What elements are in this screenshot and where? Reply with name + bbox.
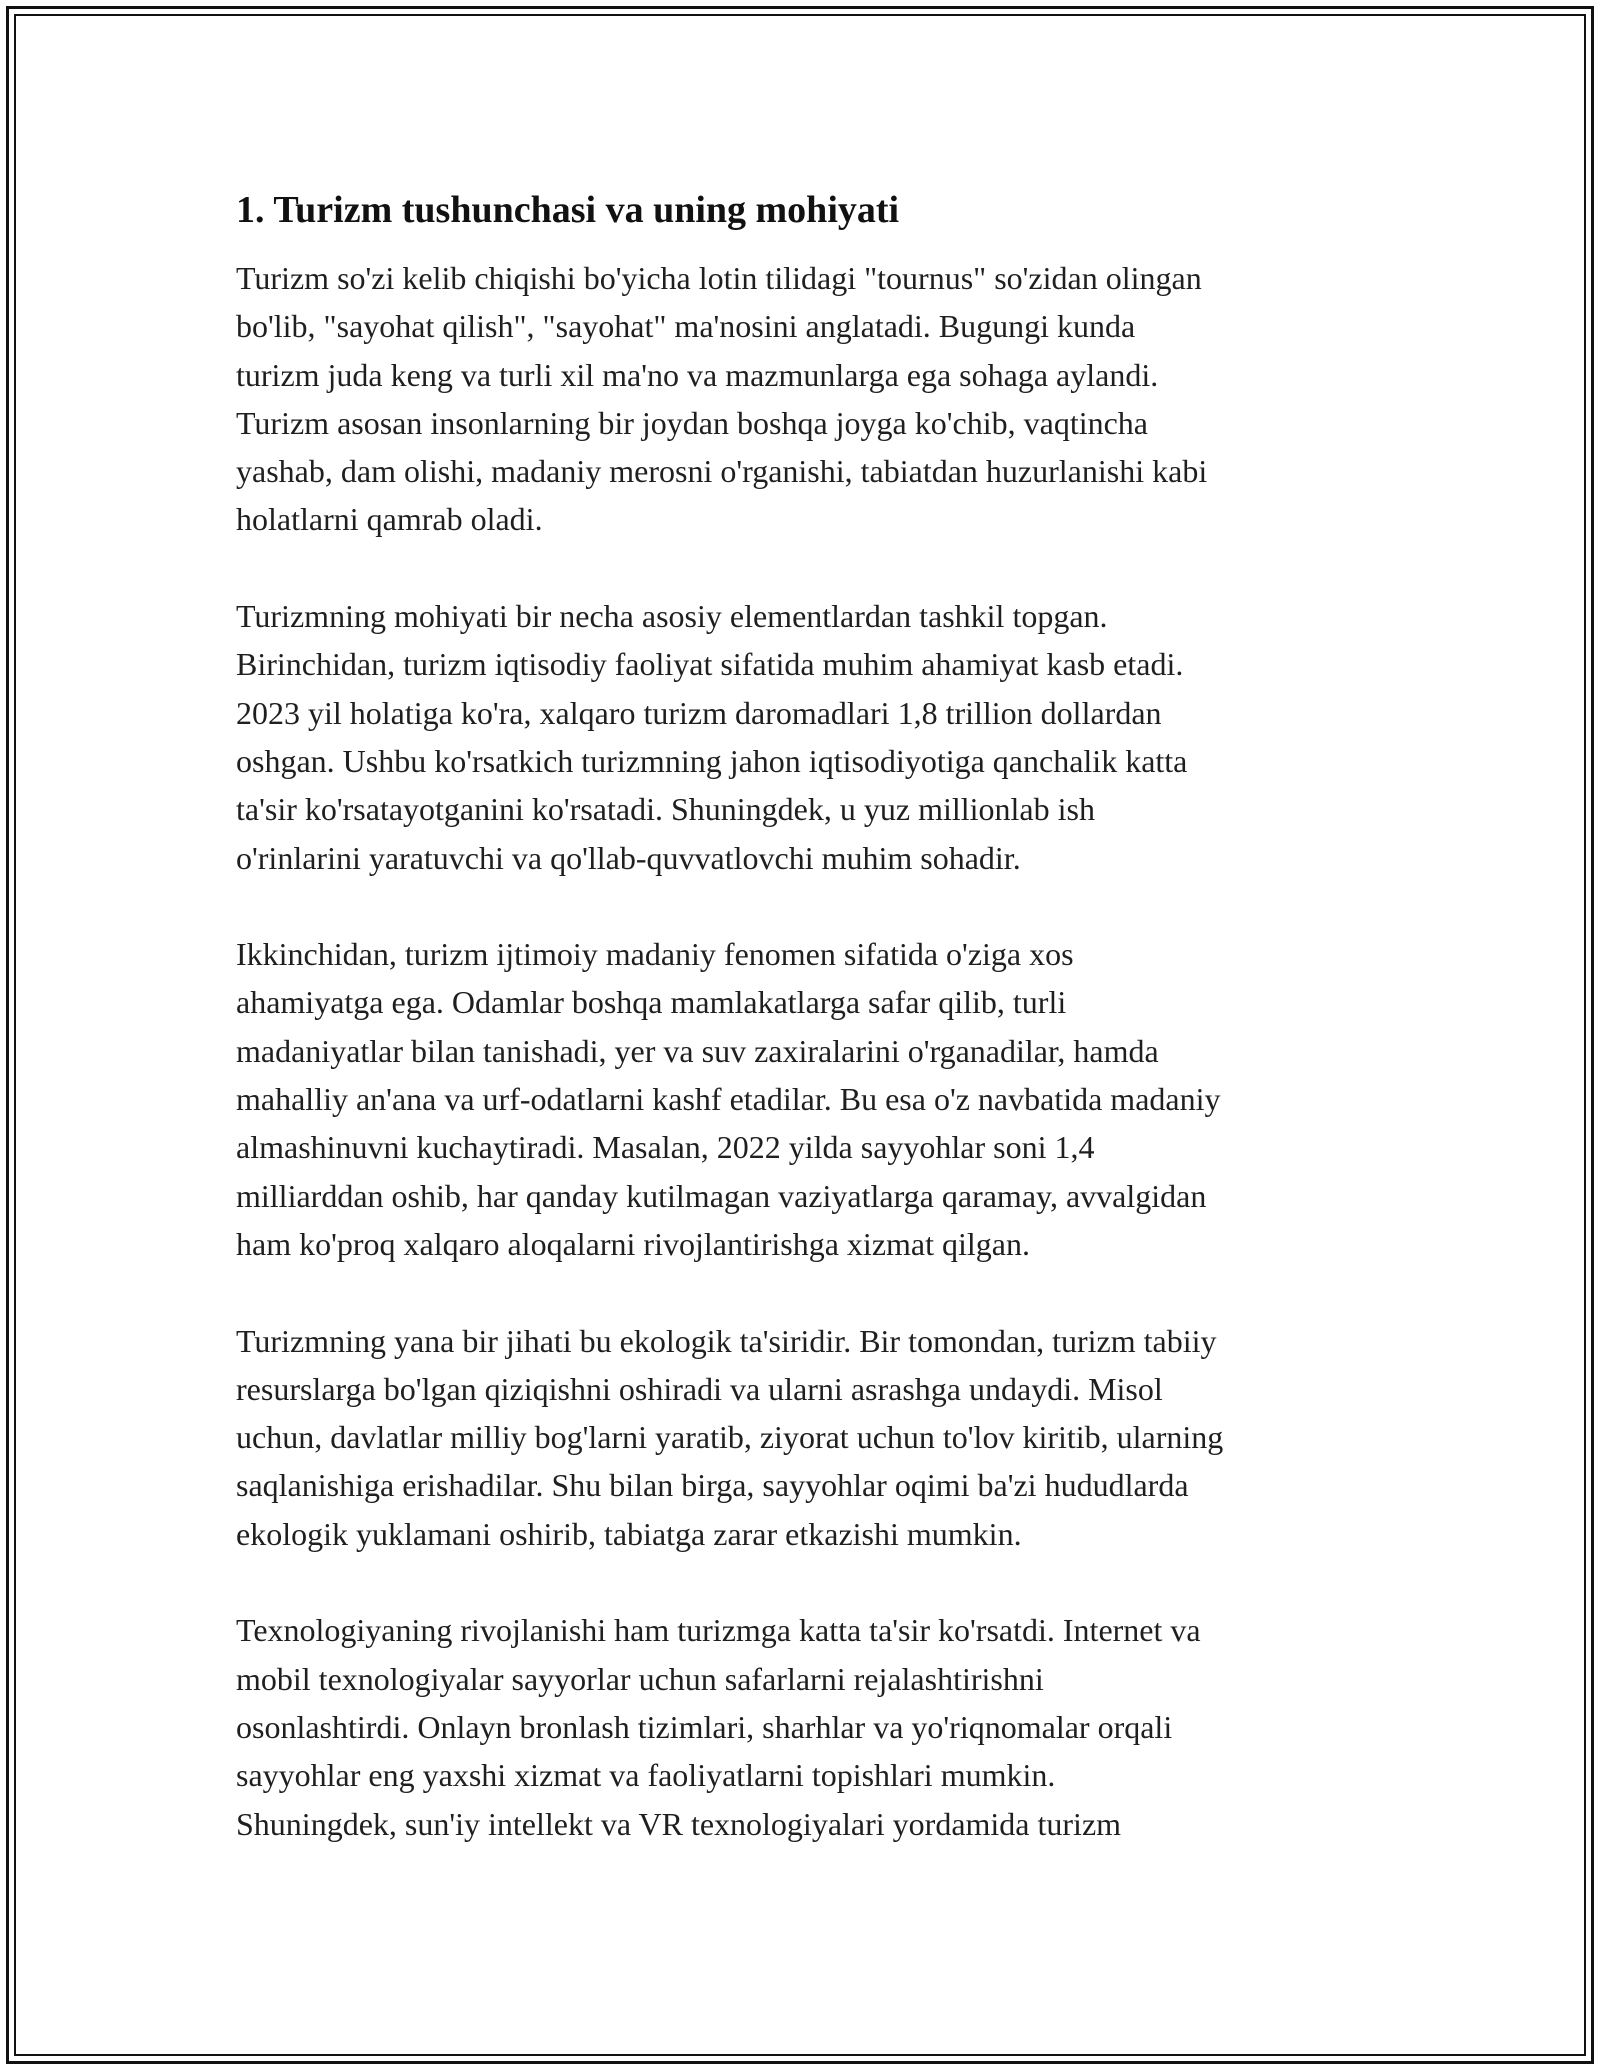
paragraph-line: holatlarni qamrab oladi. xyxy=(236,501,543,538)
paragraph xyxy=(236,1606,1386,1847)
paragraph-line: Birinchidan, turizm iqtisodiy faoliyat sifatida muhim ahamiyat kasb etadi. xyxy=(236,646,1184,683)
paragraph-line: osonlashtirdi. Onlayn bronlash tizimlari, sharhlar va yo'riqnomalar orqali xyxy=(236,1708,1173,1745)
document-body xyxy=(236,186,1386,1896)
paragraph-line: Turizm so'zi kelib chiqishi bo'yicha lotin tilidagi "tournus" so'zidan olingan xyxy=(236,260,1202,296)
paragraph-line: 2023 yil holatiga ko'ra, xalqaro turizm daromadlari 1,8 trillion dollardan xyxy=(236,694,1162,731)
paragraph xyxy=(236,254,1386,544)
paragraph-list xyxy=(236,254,1386,1848)
paragraph-line: ahamiyatga ega. Odamlar boshqa mamlakatlarga safar qilib, turli xyxy=(236,984,1067,1021)
paragraph-line: ekologik yuklamani oshirib, tabiatga zarar etkazishi mumkin. xyxy=(236,1515,1022,1552)
paragraph-line: Texnologiyaning rivojlanishi ham turizmga katta ta'sir ko'rsatdi. Internet va xyxy=(236,1612,1201,1649)
paragraph-line: mobil texnologiyalar sayyorlar uchun safarlarni rejalashtirishni xyxy=(236,1660,1044,1697)
paragraph-line: madaniyatlar bilan tanishadi, yer va suv zaxiralarini o'rganadilar, hamda xyxy=(236,1032,1159,1069)
paragraph xyxy=(236,592,1386,882)
paragraph-line: Turizmning mohiyati bir necha asosiy elementlardan tashkil topgan. xyxy=(236,598,1108,635)
paragraph-line: Shuningdek, sun'iy intellekt va VR texnologiyalari yordamida turizm xyxy=(236,1805,1122,1842)
paragraph-line: Turizmning yana bir jihati bu ekologik ta'siridir. Bir tomondan, turizm tabiiy xyxy=(236,1322,1217,1359)
paragraph-line: bo'lib, "sayohat qilish", "sayohat" ma'nosini anglatadi. Bugungi kunda xyxy=(236,308,1136,345)
paragraph-line: Turizm asosan insonlarning bir joydan boshqa joyga ko'chib, vaqtincha xyxy=(236,404,1148,441)
paragraph-line: mahalliy an'ana va urf-odatlarni kashf etadilar. Bu esa o'z navbatida madaniy xyxy=(236,1081,1221,1118)
paragraph xyxy=(236,930,1386,1268)
paragraph-line: sayyohlar eng yaxshi xizmat va faoliyatlarni topishlari mumkin. xyxy=(236,1757,1056,1794)
paragraph-line: Ikkinchidan, turizm ijtimoiy madaniy fenomen sifatida o'ziga xos xyxy=(236,936,1074,973)
paragraph-line: turizm juda keng va turli xil ma'no va mazmunlarga ega sohaga aylandi. xyxy=(236,356,1159,393)
paragraph-line: saqlanishiga erishadilar. Shu bilan birga, sayyohlar oqimi ba'zi hududlarda xyxy=(236,1467,1189,1504)
paragraph-line: almashinuvni kuchaytiradi. Masalan, 2022 yilda sayyohlar soni 1,4 xyxy=(236,1129,1095,1166)
paragraph-line: uchun, davlatlar milliy bog'larni yaratib, ziyorat uchun to'lov kiritib, ularning xyxy=(236,1419,1224,1456)
paragraph-line: yashab, dam olishi, madaniy merosni o'rganishi, tabiatdan huzurlanishi kabi xyxy=(236,453,1208,490)
paragraph-line: resurslarga bo'lgan qiziqishni oshiradi va ularni asrashga undaydi. Misol xyxy=(236,1370,1163,1407)
section-title: 1. Turizm tushunchasi va uning mohiyati xyxy=(236,189,900,231)
paragraph-line: ham ko'proq xalqaro aloqalarni rivojlantirishga xizmat qilgan. xyxy=(236,1225,1030,1262)
paragraph-line: milliarddan oshib, har qanday kutilmagan vaziyatlarga qaramay, avvalgidan xyxy=(236,1177,1207,1214)
paragraph-line: ta'sir ko'rsatayotganini ko'rsatadi. Shuningdek, u yuz millionlab ish xyxy=(236,791,1095,828)
paragraph-line: oshgan. Ushbu ko'rsatkich turizmning jahon iqtisodiyotiga qanchalik katta xyxy=(236,742,1188,779)
paragraph-line: o'rinlarini yaratuvchi va qo'llab-quvvatlovchi muhim sohadir. xyxy=(236,839,1021,876)
paragraph xyxy=(236,1317,1386,1558)
